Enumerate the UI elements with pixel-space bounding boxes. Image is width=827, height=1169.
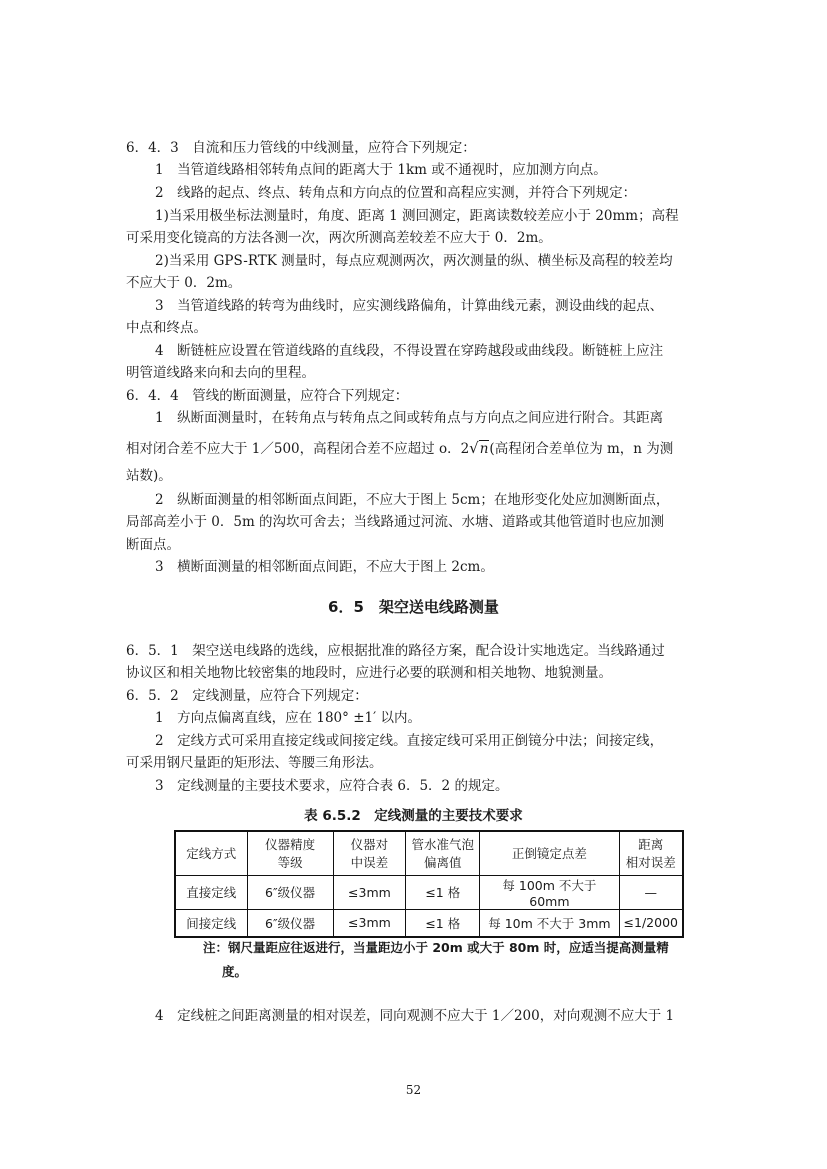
table-cell: 6″级仪器 bbox=[247, 909, 333, 937]
header-bubble-deviation: 管水准气泡 偏离值 bbox=[406, 831, 480, 875]
sub-item-1: 1)当采用极坐标法测量时，角度、距离 1 测回测定，距离读数较差应小于 20mm；高程 bbox=[155, 208, 679, 224]
section-item-1-formula-line bbox=[126, 438, 673, 459]
clause-6-5-2-item-1: 1 方向点偏离直线，应在 180° ±1′ 以内。 bbox=[155, 710, 421, 726]
table-header-row bbox=[175, 831, 683, 875]
section-item-2-end: 断面点。 bbox=[126, 537, 180, 553]
section-item-1: 1 纵断面测量时，在转角点与转角点之间或转角点与方向点之间应进行附合。其距离 bbox=[155, 410, 664, 426]
header-relative-error: 距离 相对误差 bbox=[619, 831, 683, 875]
clause-6-5-2-item-3: 3 定线测量的主要技术要求，应符合表 6．5．2 的规定。 bbox=[155, 778, 509, 794]
table-cell: 每 10m 不大于 3mm bbox=[480, 909, 619, 937]
clause-item-1: 1 当管道线路相邻转角点间的距离大于 1km 或不通视时，应加测方向点。 bbox=[155, 162, 607, 178]
sub-item-2: 2)当采用 GPS-RTK 测量时，每点应观测两次，两次测量的纵、横坐标及高程的较差均 bbox=[155, 253, 673, 269]
clause-item-4: 4 断链桩应设置在管道线路的直线段，不得设置在穿跨越段或曲线段。断链桩上应注 bbox=[155, 343, 664, 359]
table-note-cont: 度。 bbox=[222, 964, 248, 979]
section-item-2: 2 纵断面测量的相邻断面点间距，不应大于图上 5cm；在地形变化处应加测断面点， bbox=[155, 492, 670, 508]
table-cell: ≤3mm bbox=[333, 909, 406, 937]
table-cell: ≤1 格 bbox=[406, 909, 480, 937]
sub-item-1-cont: 可采用变化镜高的方法各测一次，两次所测高差较差不应大于 0．2m。 bbox=[126, 230, 552, 246]
table-cell: ≤1 格 bbox=[406, 875, 480, 909]
table-cell: 间接定线 bbox=[175, 909, 247, 937]
clause-6-5-2-heading: 6．5．2 定线测量，应符合下列规定： bbox=[126, 688, 368, 704]
header-method: 定线方式 bbox=[175, 831, 247, 875]
clause-item-2: 2 线路的起点、终点、转角点和方向点的位置和高程应实测，并符合下列规定： bbox=[155, 185, 637, 201]
sqrt-n-formula bbox=[469, 438, 489, 459]
spec-table bbox=[174, 830, 684, 938]
section-item-3: 3 横断面测量的相邻断面点间距，不应大于图上 2cm。 bbox=[155, 559, 494, 575]
table-cell: — bbox=[619, 875, 683, 909]
header-face-difference: 正倒镜定点差 bbox=[480, 831, 619, 875]
sub-item-2-cont: 不应大于 0．2m。 bbox=[126, 275, 242, 291]
table-row bbox=[175, 909, 683, 937]
clause-6-4-4-heading: 6．4．4 管线的断面测量，应符合下列规定： bbox=[126, 388, 409, 404]
table-cell: 6″级仪器 bbox=[247, 875, 333, 909]
clause-item-4-cont: 明管道线路来向和去向的里程。 bbox=[126, 365, 315, 381]
radicand: n bbox=[479, 441, 489, 457]
table-caption: 表 6.5.2 定线测量的主要技术要求 bbox=[304, 808, 523, 824]
table-cell: ≤3mm bbox=[333, 875, 406, 909]
header-centering-error: 仪器对 中误差 bbox=[333, 831, 406, 875]
clause-item-3-cont: 中点和终点。 bbox=[126, 320, 207, 336]
clause-item-3: 3 当管道线路的转弯为曲线时，应实测线路偏角，计算曲线元素，测设曲线的起点、 bbox=[155, 298, 664, 314]
header-instrument-class: 仪器精度 等级 bbox=[247, 831, 333, 875]
clause-6-5-1: 6．5．1 架空送电线路的选线，应根据批准的路径方案，配合设计实地选定。当线路通过 bbox=[126, 643, 665, 659]
page-number: 52 bbox=[405, 1083, 422, 1097]
table-cell: 每 100m 不大于 60mm bbox=[480, 875, 619, 909]
clause-6-5-1-cont: 协议区和相关地物比较密集的地段时，应进行必要的联测和相关地物、地貌测量。 bbox=[126, 665, 612, 681]
clause-6-4-3-heading: 6．4．3 自流和压力管线的中线测量，应符合下列规定： bbox=[126, 140, 476, 156]
clause-6-5-2-item-2-cont: 可采用钢尺量距的矩形法、等腰三角形法。 bbox=[126, 755, 383, 771]
radical-sign: √ bbox=[469, 439, 479, 457]
section-item-1-end: 站数)。 bbox=[126, 468, 172, 484]
table-cell: 直接定线 bbox=[175, 875, 247, 909]
clause-6-5-2-item-2: 2 定线方式可采用直接定线或间接定线。直接定线可采用正倒镜分中法；间接定线， bbox=[155, 733, 664, 749]
clause-6-5-2-item-4: 4 定线桩之间距离测量的相对误差，同向观测不应大于 1／200，对向观测不应大于 1 bbox=[155, 1008, 675, 1024]
table-cell: ≤1/2000 bbox=[619, 909, 683, 937]
table-note: 注：钢尺量距应往返进行，当量距边小于 20m 或大于 80m 时，应适当提高测量精 bbox=[203, 940, 669, 955]
section-title: 6．5 架空送电线路测量 bbox=[328, 598, 499, 616]
section-item-2-cont: 局部高差小于 0．5m 的沟坎可舍去；当线路通过河流、水塘、道路或其他管道时也应加测 bbox=[126, 514, 665, 530]
formula-text-after: (高程闭合差单位为 m，n 为测 bbox=[489, 441, 674, 457]
formula-text-before: 相对闭合差不应大于 1／500，高程闭合差不应超过 o．2 bbox=[126, 441, 470, 457]
table-row bbox=[175, 875, 683, 909]
